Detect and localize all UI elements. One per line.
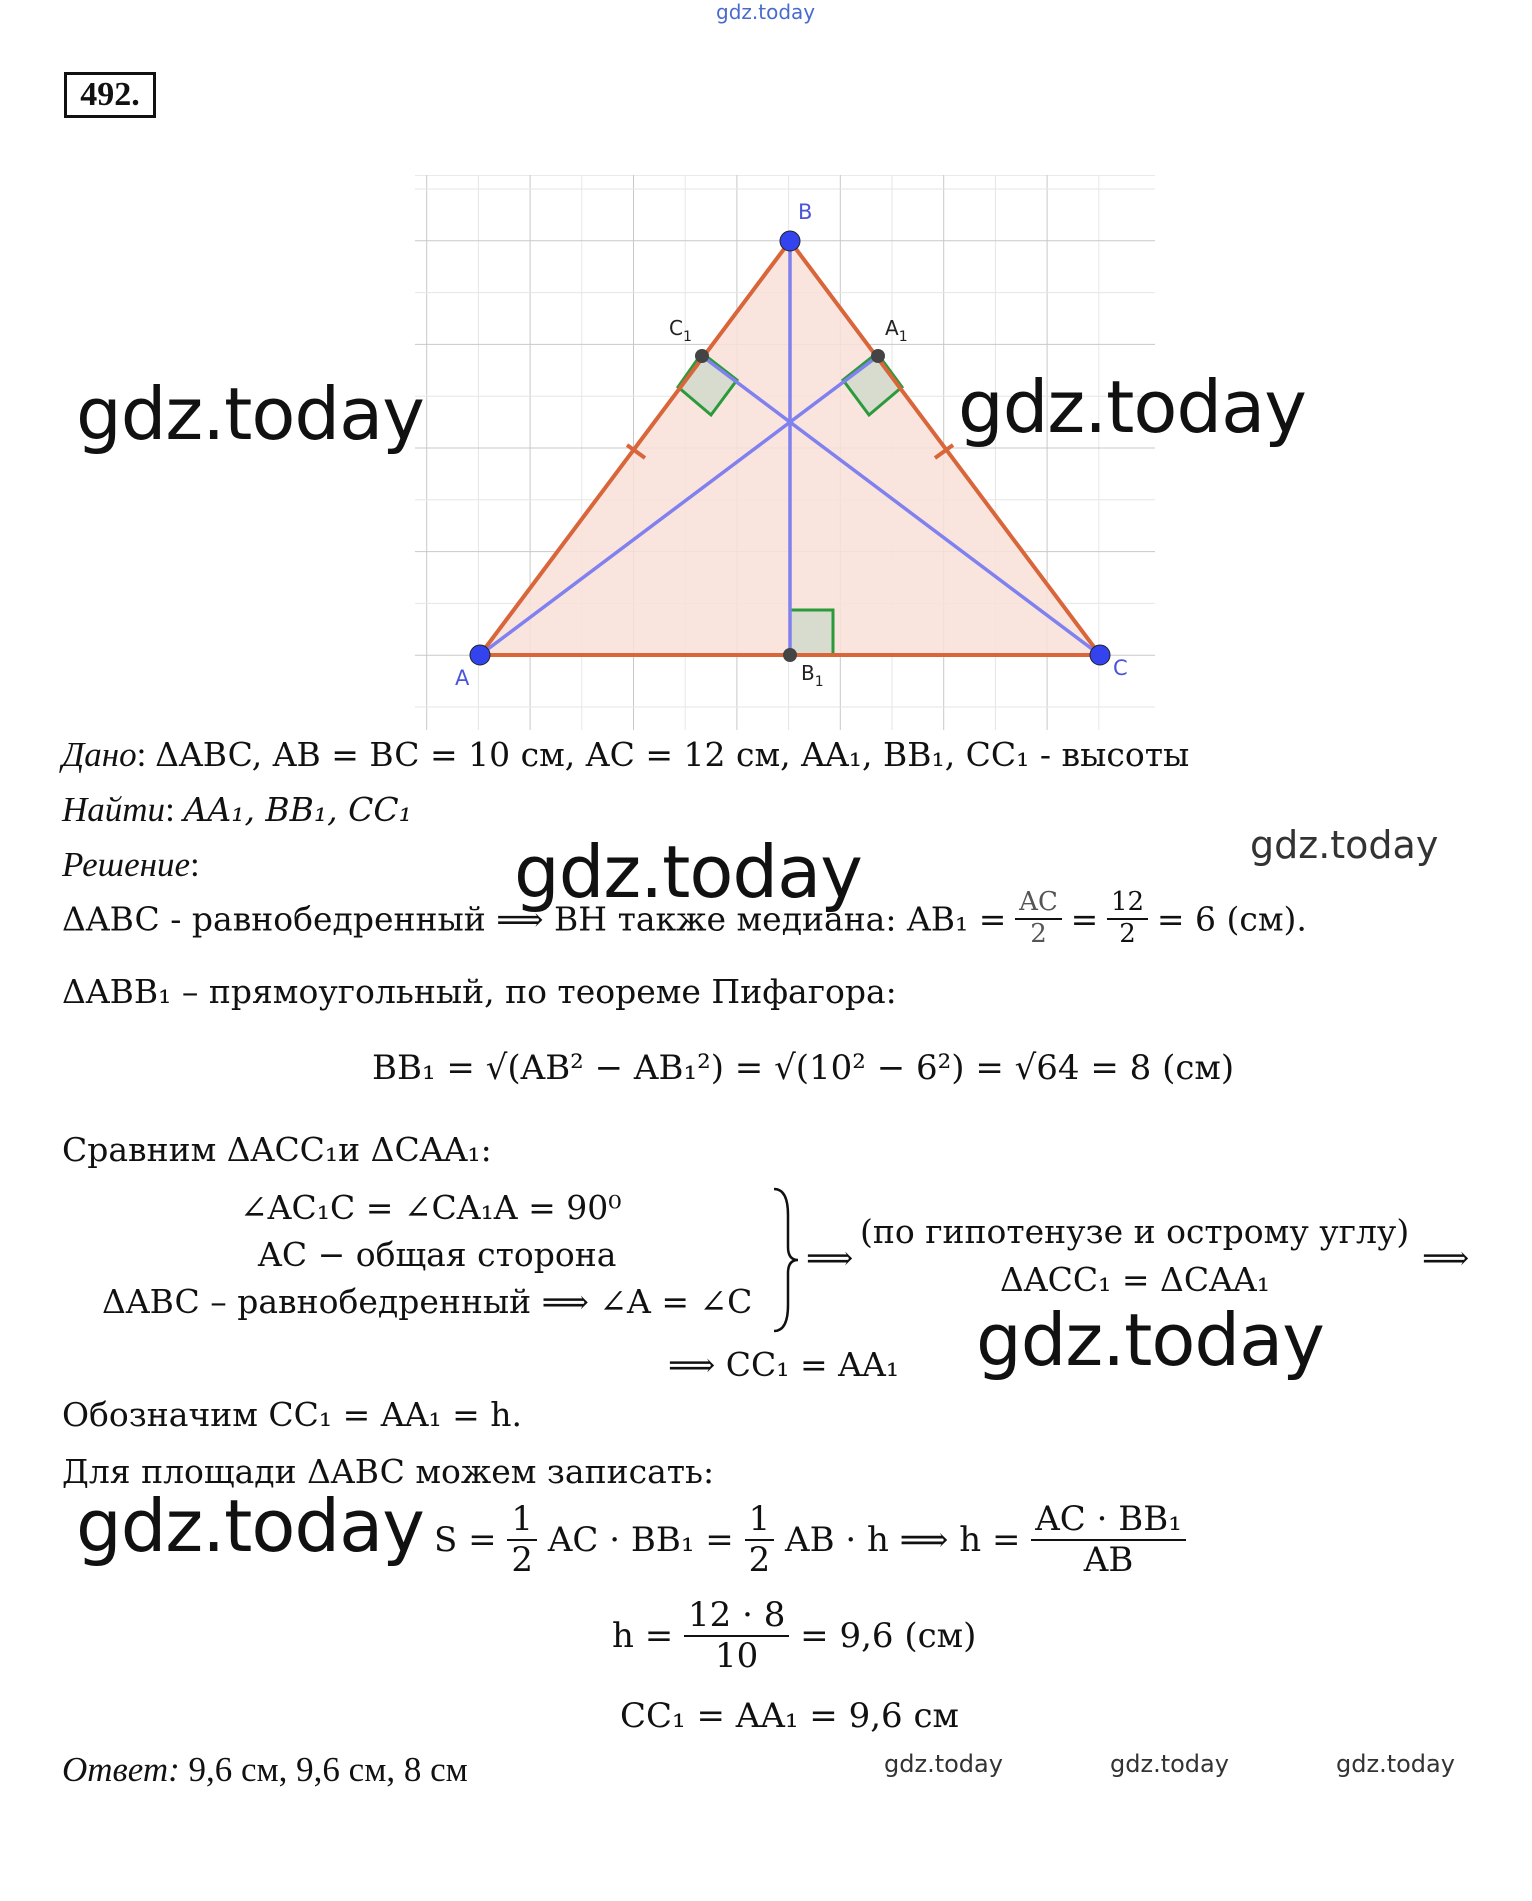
watermark-3: gdz.today [514, 830, 862, 914]
solution-label: Решение: [62, 845, 200, 884]
condition-1: ∠AC₁C = ∠CA₁A = 90⁰ [240, 1188, 622, 1227]
point-c [1090, 645, 1110, 665]
watermark-2: gdz.today [958, 365, 1306, 449]
brace [770, 1185, 800, 1335]
right-angle-b1 [790, 610, 833, 655]
condition-2: AC − общая сторона [258, 1235, 617, 1274]
final-equation: CC₁ = AA₁ = 9,6 см [620, 1696, 959, 1736]
label-a: A [455, 666, 470, 690]
watermark-8: gdz.today [1110, 1750, 1229, 1778]
area-intro: Для площади ΔABC можем записать: [62, 1452, 715, 1491]
congruent: ΔACC₁ = ΔCAA₁ [1000, 1260, 1270, 1299]
implies-arrow-2: ⟹ [1422, 1238, 1470, 1277]
pythagoras-formula: BB₁ = √(AB² − AB₁²) = √(10² − 6²) = √64 = 8 (см) [372, 1048, 1235, 1088]
label-b1: $B_1$ [801, 661, 824, 690]
problem-number: 492. [64, 72, 156, 118]
condition-3: ΔABC – равнобедренный ⟹ ∠A = ∠C [102, 1282, 753, 1321]
compare-line: Сравним ΔACC₁и ΔCAA₁: [62, 1130, 492, 1169]
point-b [780, 231, 800, 251]
watermark-9: gdz.today [1336, 1750, 1455, 1778]
h-calculation: h = $\frac{12 \cdot 8}{10}$ = 9,6 (см) [612, 1595, 977, 1677]
watermark-1: gdz.today [76, 372, 424, 456]
answer-line: Ответ: 9,6 см, 9,6 см, 8 см [62, 1750, 468, 1789]
point-b1 [783, 648, 797, 662]
area-formula: S = $\frac{1}{2}$ AC · BB₁ = $\frac{1}{2}$ AB · h ⟹ h = $\frac{\text{AC · BB₁}}{AB}$ [434, 1500, 1186, 1580]
point-c1 [695, 349, 709, 363]
triangle-figure [415, 175, 1155, 730]
watermark-5: gdz.today [976, 1298, 1324, 1382]
conclusion: ⟹ CC₁ = AA₁ [668, 1345, 900, 1384]
implies-arrow-1: ⟹ [806, 1238, 854, 1277]
given-line: Дано: ΔABC, AB = BC = 10 см, AC = 12 см, AA₁, BB₁, CC₁ - высоты [62, 735, 1190, 774]
point-a [470, 645, 490, 665]
criterion: (по гипотенузе и острому углу) [860, 1212, 1410, 1251]
watermark-top: gdz.today [716, 0, 816, 24]
label-b: B [798, 200, 813, 224]
watermark-4: gdz.today [1250, 823, 1439, 867]
watermark-6: gdz.today [76, 1484, 424, 1568]
watermark-7: gdz.today [884, 1750, 1003, 1778]
label-c: C [1113, 656, 1128, 680]
point-a1 [871, 349, 885, 363]
label-a1: $A_1$ [885, 316, 908, 345]
pythagoras-intro: ΔABB₁ – прямоугольный, по теореме Пифагора: [62, 972, 897, 1011]
denote-line: Обозначим CC₁ = AA₁ = h. [62, 1395, 523, 1434]
isosceles-line: ΔABC - равнобедренный ⟹ BH также медиана: AB₁ = $\frac{AC}{2}$ = $\frac{12}{2}$ = 6 (см). [62, 887, 1307, 949]
find-line: Найти: AA₁, BB₁, CC₁ [62, 790, 412, 829]
label-c1: $C_1$ [669, 316, 692, 345]
